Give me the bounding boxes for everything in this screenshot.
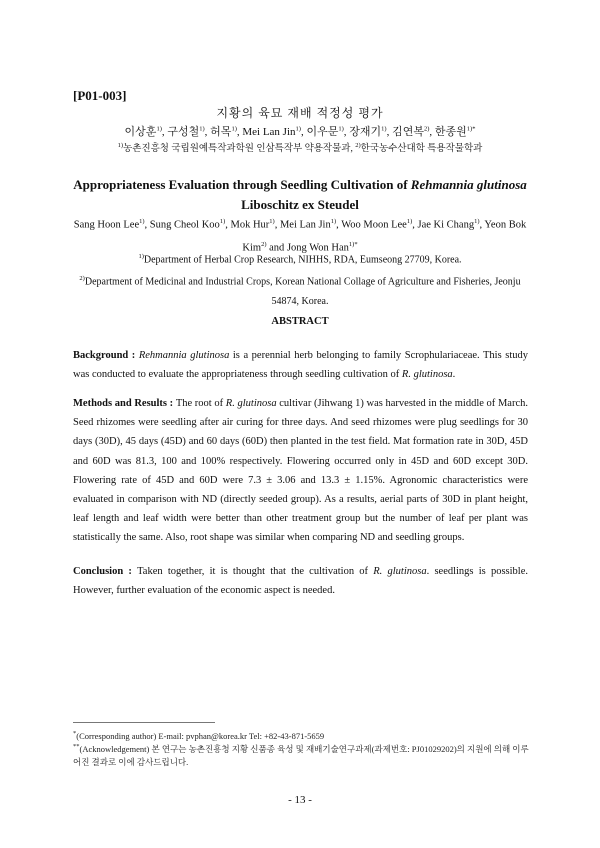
korean-affiliations <box>60 140 540 154</box>
footnote-text: (Acknowledgement) 본 연구는 농촌진흥청 지황 신품종 육성 및 재배기술연구과제(과제번호: PJ01029202)의 지원에 의해 이루어진 결과로 이에 감사드립니다. <box>73 743 529 767</box>
kr-author: 김연복 <box>392 126 424 138</box>
en-author: Sung Cheol Koo <box>149 219 220 231</box>
kr-author: 이우문 <box>306 126 339 138</box>
kr-affil-2: 한국농수산대학 특용작물학과 <box>360 144 483 154</box>
methods-text: The root of <box>175 398 226 409</box>
en-author: Yeon Bok Kim <box>242 219 527 253</box>
en-author-sup: 1) <box>330 218 337 225</box>
english-authors: Sang Hoon Lee$^{1)}$, Sung Cheol Koo$^{1)}$, Mok Hur$^{1)}$, Mei Lan Jin$^{1)}$, Woo Moon Lee$^{1)}$, Jae Ki Chang$^{1)}$, Yeon Bok Kim$^{2)}$ and Jong Won Han$^{1)*}$ <box>73 218 527 253</box>
background-paragraph <box>73 346 528 384</box>
footnote-text: (Corresponding author) E-mail: pvphan@korea.kr Tel: +82-43-871-5659 <box>76 730 325 741</box>
footnote-mark: * <box>73 730 77 737</box>
footnote-mark: ** <box>73 743 80 750</box>
en-author: Mok Hur <box>230 219 270 231</box>
en-author-sup: 2) <box>261 240 267 248</box>
conclusion-paragraph <box>73 562 528 600</box>
en-author-sup: 1) <box>406 218 413 225</box>
kr-author: 구성철 <box>167 126 200 138</box>
english-title <box>70 175 530 215</box>
kr-author-sup: 1) <box>381 125 387 133</box>
kr-author-sup: 1) <box>338 125 344 133</box>
species-name: R. glutinosa <box>225 398 277 409</box>
en-title-plain: Appropriateness Evaluation through Seedling Cultivation of <box>73 177 411 192</box>
en-author-sup: 1)* <box>348 240 358 248</box>
methods-label: Methods and Results : <box>73 398 176 409</box>
kr-author-sup: 1) <box>156 125 162 133</box>
abstract-code: [P01-003] <box>73 88 127 103</box>
kr-author-sup: 1)* <box>466 125 476 133</box>
background-text: is a perennial herb belonging to family Scrophulariaceae. This study was conducted to evaluate the appropriateness through seedling cultivation of <box>73 350 528 381</box>
en-affil-sup: 1) <box>138 253 144 260</box>
en-author: Sang Hoon Lee <box>73 219 140 231</box>
background-text-end: . <box>452 369 456 381</box>
species-name: R. glutinosa <box>401 369 453 381</box>
footnote-divider <box>73 722 215 723</box>
kr-affil-sup: 1) <box>117 141 124 149</box>
en-author: Mei Lan Jin <box>279 219 331 231</box>
en-affil-sup: 2) <box>79 275 85 283</box>
methods-paragraph <box>73 394 528 548</box>
background-label: Background : <box>73 350 139 361</box>
kr-author: 장재기 <box>349 126 382 138</box>
kr-affil-1: 농촌진흥청 국립원예특작과학원 인삼특작부 약용작물과, <box>123 144 356 154</box>
conclusion-label: Conclusion : <box>73 566 138 577</box>
footnote-acknowledgement <box>73 740 533 769</box>
kr-author: 허목 <box>210 126 232 138</box>
species-name: R. glutinosa <box>373 566 427 577</box>
kr-author: Mei Lan Jin <box>242 126 296 138</box>
en-author-sup: 1) <box>139 218 145 225</box>
en-author: Jae Ki Chang <box>417 219 475 231</box>
en-author: Woo Moon Lee <box>341 219 407 231</box>
en-title-line2: Liboschitz ex Steudel <box>241 197 359 212</box>
en-affil-2: Department of Medicinal and Industrial Crops, Korean National Collage of Agriculture and Fisheries, Jeonju 54874, Korea. <box>84 276 521 307</box>
kr-affil-sup: 2) <box>355 141 361 149</box>
page-number: - 13 - <box>288 794 312 806</box>
abstract-heading: ABSTRACT <box>271 316 329 327</box>
kr-author: 이상훈 <box>124 126 157 138</box>
kr-author-sup: 2) <box>423 125 430 133</box>
kr-author-sup: 1) <box>199 125 205 133</box>
korean-title: 지황의 육묘 재배 적정성 평가 <box>216 106 384 120</box>
korean-authors: 이상훈$^{1)}$, 구성철$^{1)}$, 허목$^{1)}$, Mei Lan Jin$^{1)}$, 이우문$^{1)}$, 장재기$^{1)}$, 김연복$^{2)}$, 한종원$^{1)*}$ <box>124 125 476 138</box>
en-affil-1: Department of Herbal Crop Research, NIHHS, RDA, Eumseong 27709, Korea. <box>143 254 462 266</box>
kr-author: 한종원 <box>434 126 467 138</box>
methods-text: cultivar (Jihwang 1) was harvested in the middle of March. Seed rhizomes were seedling after air curing for three days. And seed rhizomes were plug seedlings for 30 days (30D), 45 days (45D) and 60 days (60D) then planted in the test field. Mat formation rate in 30D, 45D and 60D was 81.3, 100 and 100% respectively. Flowering occurred only in 45D and 60D except 30D. Flowering rate of 45D and 60D were 7.3 ± 3.06 and 13.3 ± 1.15%. Agronomic characteristics were evaluated in comparison with ND (directly seeded group). As a results, aerial parts of 30D in plant height, leaf length and leaf width were better than other treatment group but the number of leaf per plant was statistically the same. Also, root shape was similar when comparing ND and seedling groups. <box>73 398 528 544</box>
en-author-sup: 1) <box>219 218 226 225</box>
en-author: Jong Won Han <box>286 242 349 253</box>
kr-author-sup: 1) <box>295 125 301 133</box>
species-name: Rehmannia glutinosa <box>138 350 230 361</box>
conclusion-text: . seedlings is possible. However, further evaluation of the economic aspect is needed. <box>73 566 528 597</box>
kr-author-sup: 1) <box>231 125 237 133</box>
english-affiliations <box>72 247 528 311</box>
en-title-species: Rehmannia glutinosa <box>410 177 527 192</box>
en-author-sup: 1) <box>269 218 275 225</box>
en-author-sup: 1) <box>474 218 480 225</box>
conclusion-text: Taken together, it is thought that the cultivation of <box>137 566 374 577</box>
